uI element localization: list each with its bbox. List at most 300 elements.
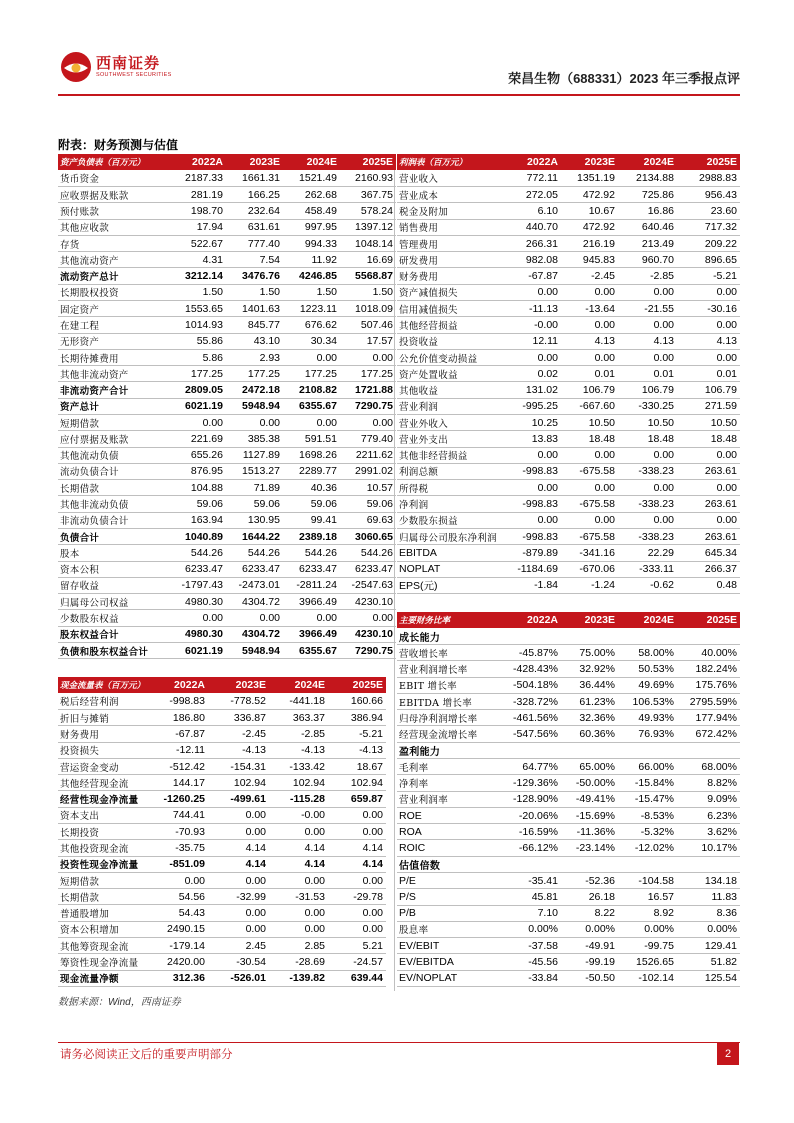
value-cell: 186.80 bbox=[152, 710, 208, 726]
table-row bbox=[58, 447, 396, 463]
value-cell: 544.26 bbox=[171, 545, 226, 561]
value-cell: -35.75 bbox=[152, 840, 208, 856]
value-cell: 0.00 bbox=[561, 447, 618, 463]
table-row bbox=[58, 431, 396, 447]
table-row bbox=[58, 235, 396, 251]
value-cell: -2811.24 bbox=[283, 577, 340, 593]
value-cell: 59.06 bbox=[171, 496, 226, 512]
value-cell: -70.93 bbox=[152, 824, 208, 840]
empty-cell bbox=[504, 628, 561, 644]
value-cell: -12.11 bbox=[152, 742, 208, 758]
value-cell: 0.00 bbox=[677, 512, 740, 528]
value-cell: 271.59 bbox=[677, 398, 740, 414]
row-label: EBITDA bbox=[397, 545, 504, 561]
value-cell: -66.12% bbox=[504, 840, 561, 856]
value-cell: -8.53% bbox=[618, 807, 677, 823]
value-cell: 2.93 bbox=[226, 349, 283, 365]
value-cell: 6233.47 bbox=[171, 561, 226, 577]
value-cell: 32.36% bbox=[561, 710, 618, 726]
table-row bbox=[58, 840, 386, 856]
value-cell: 6021.19 bbox=[171, 398, 226, 414]
table-row bbox=[58, 415, 396, 431]
value-cell: 655.26 bbox=[171, 447, 226, 463]
table-row bbox=[58, 726, 386, 742]
table-row bbox=[397, 480, 740, 496]
row-label: 现金流量净额 bbox=[58, 970, 152, 986]
value-cell: 16.69 bbox=[340, 252, 396, 268]
value-cell: 0.00 bbox=[283, 349, 340, 365]
value-cell: 281.19 bbox=[171, 187, 226, 203]
value-cell: 177.25 bbox=[226, 366, 283, 382]
value-cell: 1.50 bbox=[226, 284, 283, 300]
page-header bbox=[58, 44, 740, 94]
table-row bbox=[397, 545, 740, 561]
value-cell: -338.23 bbox=[618, 496, 677, 512]
row-label: 非流动资产合计 bbox=[58, 382, 171, 398]
value-cell: -179.14 bbox=[152, 938, 208, 954]
value-cell: 134.18 bbox=[677, 873, 740, 889]
row-label: 长期借款 bbox=[58, 480, 171, 496]
row-label: 公允价值变动损益 bbox=[397, 349, 504, 365]
value-cell: 4.14 bbox=[328, 840, 386, 856]
value-cell: 0.00 bbox=[561, 317, 618, 333]
row-label: 营收增长率 bbox=[397, 645, 504, 661]
table-row bbox=[397, 284, 740, 300]
table-row bbox=[397, 382, 740, 398]
table-row bbox=[58, 252, 396, 268]
row-label: 普通股增加 bbox=[58, 905, 152, 921]
table-row bbox=[58, 480, 396, 496]
row-label: 应付票据及账款 bbox=[58, 431, 171, 447]
value-cell: -49.91 bbox=[561, 938, 618, 954]
value-cell: 45.81 bbox=[504, 889, 561, 905]
value-cell: 0.00% bbox=[504, 921, 561, 937]
value-cell: -4.13 bbox=[208, 742, 269, 758]
row-label: ROIC bbox=[397, 840, 504, 856]
table-row bbox=[397, 447, 740, 463]
value-cell: 22.29 bbox=[618, 545, 677, 561]
value-cell: 0.01 bbox=[618, 366, 677, 382]
value-cell: 997.95 bbox=[283, 219, 340, 235]
row-label: 长期借款 bbox=[58, 889, 152, 905]
cash-flow-body bbox=[58, 677, 386, 986]
value-cell: 458.49 bbox=[283, 203, 340, 219]
value-cell: -67.87 bbox=[504, 268, 561, 284]
value-cell: 0.00 bbox=[340, 610, 396, 626]
year-header: 2022A bbox=[171, 154, 226, 170]
value-cell: 30.34 bbox=[283, 333, 340, 349]
value-cell: 0.00 bbox=[208, 921, 269, 937]
value-cell: 17.94 bbox=[171, 219, 226, 235]
value-cell: 18.48 bbox=[561, 431, 618, 447]
value-cell: 177.94% bbox=[677, 710, 740, 726]
row-label: 营运资金变动 bbox=[58, 758, 152, 774]
value-cell: -2.45 bbox=[561, 268, 618, 284]
table-header-row bbox=[397, 154, 740, 170]
value-cell: 0.00 bbox=[677, 447, 740, 463]
value-cell: 2134.88 bbox=[618, 170, 677, 186]
value-cell: -778.52 bbox=[208, 693, 269, 709]
table-row bbox=[397, 561, 740, 577]
table-row bbox=[397, 775, 740, 791]
value-cell: 6.23% bbox=[677, 807, 740, 823]
value-cell: 177.25 bbox=[171, 366, 226, 382]
table-row bbox=[58, 463, 396, 479]
value-cell: 49.69% bbox=[618, 677, 677, 693]
value-cell: 32.92% bbox=[561, 661, 618, 677]
value-cell: 102.94 bbox=[208, 775, 269, 791]
row-label: 货币资金 bbox=[58, 170, 171, 186]
value-cell: 3476.76 bbox=[226, 268, 283, 284]
year-header: 2023E bbox=[208, 677, 269, 693]
row-label: 少数股东权益 bbox=[58, 610, 171, 626]
value-cell: 2289.77 bbox=[283, 463, 340, 479]
table-row bbox=[397, 759, 740, 775]
table-row bbox=[58, 970, 386, 986]
year-header: 2024E bbox=[618, 612, 677, 628]
value-cell: 2389.18 bbox=[283, 528, 340, 544]
table-row bbox=[58, 268, 396, 284]
row-label: 资产总计 bbox=[58, 398, 171, 414]
table-row bbox=[58, 545, 396, 561]
value-cell: 640.46 bbox=[618, 219, 677, 235]
row-label: 财务费用 bbox=[58, 726, 152, 742]
row-label: 其他流动负债 bbox=[58, 447, 171, 463]
value-cell: 209.22 bbox=[677, 235, 740, 251]
value-cell: -139.82 bbox=[269, 970, 328, 986]
value-cell: -512.42 bbox=[152, 758, 208, 774]
table-row bbox=[58, 382, 396, 398]
year-header: 2025E bbox=[677, 154, 740, 170]
value-cell: 4230.10 bbox=[340, 626, 396, 642]
value-cell: 1553.65 bbox=[171, 301, 226, 317]
value-cell: 68.00% bbox=[677, 759, 740, 775]
table-row bbox=[58, 203, 396, 219]
value-cell: 106.79 bbox=[618, 382, 677, 398]
value-cell: 59.06 bbox=[340, 496, 396, 512]
row-label: 资产减值损失 bbox=[397, 284, 504, 300]
empty-cell bbox=[504, 856, 561, 872]
value-cell: -504.18% bbox=[504, 677, 561, 693]
value-cell: 2211.62 bbox=[340, 447, 396, 463]
value-cell: 0.00 bbox=[208, 872, 269, 888]
value-cell: 160.66 bbox=[328, 693, 386, 709]
value-cell: 49.93% bbox=[618, 710, 677, 726]
value-cell: 4246.85 bbox=[283, 268, 340, 284]
value-cell: 725.86 bbox=[618, 187, 677, 203]
value-cell: -5.21 bbox=[328, 726, 386, 742]
value-cell: 4304.72 bbox=[226, 594, 283, 610]
value-cell: 0.00 bbox=[618, 317, 677, 333]
value-cell: 2472.18 bbox=[226, 382, 283, 398]
table-row bbox=[58, 577, 396, 593]
value-cell: 10.50 bbox=[618, 415, 677, 431]
row-label: P/S bbox=[397, 889, 504, 905]
value-cell: 232.64 bbox=[226, 203, 283, 219]
value-cell: 0.01 bbox=[561, 366, 618, 382]
value-cell: -441.18 bbox=[269, 693, 328, 709]
row-label: 其他非流动负债 bbox=[58, 496, 171, 512]
row-label: 其他经营损益 bbox=[397, 317, 504, 333]
value-cell: 0.00 bbox=[561, 349, 618, 365]
value-cell: 10.50 bbox=[561, 415, 618, 431]
value-cell: 472.92 bbox=[561, 187, 618, 203]
value-cell: 0.00% bbox=[618, 921, 677, 937]
table-section-row bbox=[397, 742, 740, 758]
value-cell: -998.83 bbox=[152, 693, 208, 709]
value-cell: 58.00% bbox=[618, 645, 677, 661]
value-cell: -67.87 bbox=[152, 726, 208, 742]
value-cell: 177.25 bbox=[340, 366, 396, 382]
row-label: 归属母公司权益 bbox=[58, 594, 171, 610]
value-cell: 4230.10 bbox=[340, 594, 396, 610]
row-label: EV/NOPLAT bbox=[397, 970, 504, 986]
table-row bbox=[397, 677, 740, 693]
row-label: 净利润 bbox=[397, 496, 504, 512]
value-cell: 1526.65 bbox=[618, 954, 677, 970]
value-cell: 216.19 bbox=[561, 235, 618, 251]
year-header: 2025E bbox=[340, 154, 396, 170]
table-row bbox=[58, 807, 386, 823]
value-cell: 51.82 bbox=[677, 954, 740, 970]
table-row bbox=[58, 856, 386, 872]
table-row bbox=[397, 366, 740, 382]
value-cell: 0.00 bbox=[677, 480, 740, 496]
table-row bbox=[397, 203, 740, 219]
value-cell: 50.53% bbox=[618, 661, 677, 677]
value-cell: 2490.15 bbox=[152, 921, 208, 937]
value-cell: 4304.72 bbox=[226, 626, 283, 642]
table-row bbox=[397, 398, 740, 414]
value-cell: 106.53% bbox=[618, 693, 677, 709]
value-cell: 4.14 bbox=[208, 840, 269, 856]
row-label: 短期借款 bbox=[58, 872, 152, 888]
value-cell: -15.69% bbox=[561, 807, 618, 823]
table-header-row bbox=[58, 154, 396, 170]
table-row bbox=[58, 561, 396, 577]
row-label: 筹资性现金净流量 bbox=[58, 954, 152, 970]
year-header: 2023E bbox=[561, 612, 618, 628]
value-cell: 363.37 bbox=[269, 710, 328, 726]
row-label: 股东权益合计 bbox=[58, 626, 171, 642]
value-cell: 16.86 bbox=[618, 203, 677, 219]
value-cell: 0.00 bbox=[677, 317, 740, 333]
value-cell: 717.32 bbox=[677, 219, 740, 235]
value-cell: 1.50 bbox=[283, 284, 340, 300]
value-cell: -998.83 bbox=[504, 528, 561, 544]
value-cell: 23.60 bbox=[677, 203, 740, 219]
value-cell: 6.10 bbox=[504, 203, 561, 219]
row-label: 营业外收入 bbox=[397, 415, 504, 431]
row-label: 盈利能力 bbox=[397, 742, 504, 758]
value-cell: 0.00 bbox=[618, 480, 677, 496]
row-label: 利润总额 bbox=[397, 463, 504, 479]
value-cell: 0.00% bbox=[677, 921, 740, 937]
empty-cell bbox=[618, 856, 677, 872]
income-statement-body bbox=[397, 154, 740, 594]
value-cell: 0.00 bbox=[226, 610, 283, 626]
value-cell: 772.11 bbox=[504, 170, 561, 186]
logo-text-en: SOUTHWEST SECURITIES bbox=[96, 72, 172, 78]
value-cell: 0.00 bbox=[340, 349, 396, 365]
value-cell: 0.00 bbox=[561, 512, 618, 528]
row-label: 资本公积 bbox=[58, 561, 171, 577]
value-cell: 0.00 bbox=[328, 905, 386, 921]
value-cell: 544.26 bbox=[226, 545, 283, 561]
value-cell: -37.58 bbox=[504, 938, 561, 954]
value-cell: 11.92 bbox=[283, 252, 340, 268]
value-cell: 0.00 bbox=[208, 807, 269, 823]
value-cell: 60.36% bbox=[561, 726, 618, 742]
table-row bbox=[397, 219, 740, 235]
value-cell: 2.45 bbox=[208, 938, 269, 954]
row-label: 其他流动资产 bbox=[58, 252, 171, 268]
row-label: 其他投资现金流 bbox=[58, 840, 152, 856]
value-cell: 0.00 bbox=[504, 284, 561, 300]
table-row bbox=[397, 807, 740, 823]
table-row bbox=[397, 577, 740, 593]
value-cell: 75.00% bbox=[561, 645, 618, 661]
row-label: EV/EBITDA bbox=[397, 954, 504, 970]
year-header: 2023E bbox=[561, 154, 618, 170]
table-section-row bbox=[397, 856, 740, 872]
value-cell: 676.62 bbox=[283, 317, 340, 333]
value-cell: 0.00 bbox=[283, 415, 340, 431]
value-cell: -333.11 bbox=[618, 561, 677, 577]
table-row bbox=[58, 594, 396, 610]
value-cell: -99.75 bbox=[618, 938, 677, 954]
value-cell: 0.00 bbox=[618, 512, 677, 528]
value-cell: 0.00 bbox=[208, 824, 269, 840]
year-header: 2022A bbox=[504, 154, 561, 170]
value-cell: 0.00 bbox=[618, 349, 677, 365]
value-cell: 0.00 bbox=[504, 349, 561, 365]
value-cell: 0.00 bbox=[504, 512, 561, 528]
value-cell: 0.00 bbox=[269, 824, 328, 840]
logo-text-cn: 西南证券 bbox=[96, 54, 161, 72]
row-label: 其他非经营损益 bbox=[397, 447, 504, 463]
table-header-row bbox=[58, 677, 386, 693]
value-cell: -0.00 bbox=[504, 317, 561, 333]
value-cell: 0.00 bbox=[269, 921, 328, 937]
value-cell: 1018.09 bbox=[340, 301, 396, 317]
row-label: 成长能力 bbox=[397, 628, 504, 644]
row-label: NOPLAT bbox=[397, 561, 504, 577]
value-cell: 591.51 bbox=[283, 431, 340, 447]
value-cell: 1698.26 bbox=[283, 447, 340, 463]
table-row bbox=[58, 170, 396, 186]
value-cell: 336.87 bbox=[208, 710, 269, 726]
value-cell: 5.86 bbox=[171, 349, 226, 365]
value-cell: 0.00% bbox=[561, 921, 618, 937]
value-cell: 994.33 bbox=[283, 235, 340, 251]
value-cell: 8.36 bbox=[677, 905, 740, 921]
value-cell: 6355.67 bbox=[283, 642, 340, 658]
value-cell: -23.14% bbox=[561, 840, 618, 856]
value-cell: -328.72% bbox=[504, 693, 561, 709]
table-row bbox=[58, 284, 396, 300]
value-cell: 0.00 bbox=[340, 415, 396, 431]
year-header: 2024E bbox=[618, 154, 677, 170]
value-cell: -428.43% bbox=[504, 661, 561, 677]
value-cell: 672.42% bbox=[677, 726, 740, 742]
value-cell: -45.56 bbox=[504, 954, 561, 970]
value-cell: -45.87% bbox=[504, 645, 561, 661]
value-cell: 982.08 bbox=[504, 252, 561, 268]
value-cell: 36.44% bbox=[561, 677, 618, 693]
value-cell: -13.64 bbox=[561, 301, 618, 317]
value-cell: 7.54 bbox=[226, 252, 283, 268]
value-cell: -4.13 bbox=[328, 742, 386, 758]
row-label: P/E bbox=[397, 873, 504, 889]
footer-divider bbox=[58, 1042, 740, 1043]
value-cell: 659.87 bbox=[328, 791, 386, 807]
value-cell: 960.70 bbox=[618, 252, 677, 268]
empty-cell bbox=[677, 856, 740, 872]
table-row bbox=[58, 642, 396, 658]
value-cell: -24.57 bbox=[328, 954, 386, 970]
value-cell: -129.36% bbox=[504, 775, 561, 791]
row-label: 非流动负债合计 bbox=[58, 512, 171, 528]
empty-cell bbox=[561, 628, 618, 644]
row-label: 资产处置收益 bbox=[397, 366, 504, 382]
value-cell: 0.02 bbox=[504, 366, 561, 382]
value-cell: 3060.65 bbox=[340, 528, 396, 544]
value-cell: 8.82% bbox=[677, 775, 740, 791]
financial-ratios-body bbox=[397, 612, 740, 986]
value-cell: 7290.75 bbox=[340, 398, 396, 414]
value-cell: 2.85 bbox=[269, 938, 328, 954]
table-row bbox=[397, 301, 740, 317]
table-row bbox=[397, 528, 740, 544]
value-cell: 0.00 bbox=[504, 447, 561, 463]
value-cell: 2187.33 bbox=[171, 170, 226, 186]
value-cell: -998.83 bbox=[504, 463, 561, 479]
value-cell: -33.84 bbox=[504, 970, 561, 986]
value-cell: 163.94 bbox=[171, 512, 226, 528]
value-cell: 544.26 bbox=[283, 545, 340, 561]
value-cell: 65.00% bbox=[561, 759, 618, 775]
value-cell: 18.67 bbox=[328, 758, 386, 774]
value-cell: -338.23 bbox=[618, 463, 677, 479]
footer-notice: 请务必阅读正文后的重要声明部分 bbox=[60, 1047, 233, 1061]
table-row bbox=[58, 693, 386, 709]
value-cell: 1040.89 bbox=[171, 528, 226, 544]
table-row bbox=[58, 333, 396, 349]
source-note: 数据来源：Wind，西南证券 bbox=[58, 997, 181, 1008]
empty-cell bbox=[561, 856, 618, 872]
row-label: 税金及附加 bbox=[397, 203, 504, 219]
table-row bbox=[397, 661, 740, 677]
value-cell: 10.57 bbox=[340, 480, 396, 496]
table-row bbox=[397, 187, 740, 203]
value-cell: -995.25 bbox=[504, 398, 561, 414]
value-cell: 0.00 bbox=[226, 415, 283, 431]
value-cell: 367.75 bbox=[340, 187, 396, 203]
value-cell: 3.62% bbox=[677, 824, 740, 840]
value-cell: -49.41% bbox=[561, 791, 618, 807]
value-cell: 266.31 bbox=[504, 235, 561, 251]
value-cell: 69.63 bbox=[340, 512, 396, 528]
value-cell: 2809.05 bbox=[171, 382, 226, 398]
table-row bbox=[58, 905, 386, 921]
row-label: 归母净利润增长率 bbox=[397, 710, 504, 726]
value-cell: -50.50 bbox=[561, 970, 618, 986]
value-cell: -998.83 bbox=[504, 496, 561, 512]
value-cell: -128.90% bbox=[504, 791, 561, 807]
value-cell: -1.84 bbox=[504, 577, 561, 593]
row-label: 投资性现金净流量 bbox=[58, 856, 152, 872]
